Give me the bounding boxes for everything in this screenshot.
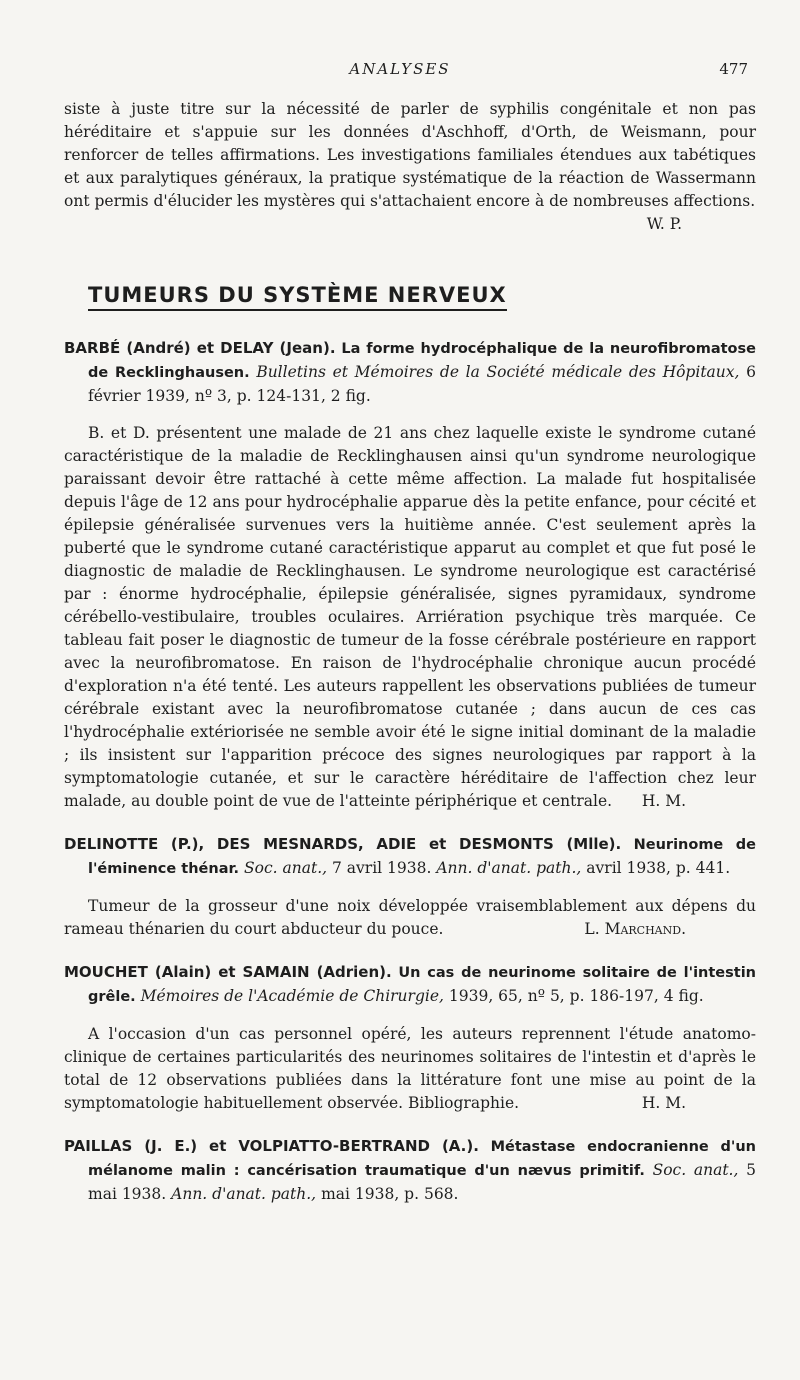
entry-details-2: mai 1938, p. 568. xyxy=(321,1185,459,1203)
entry-source: Soc. anat., xyxy=(652,1161,739,1179)
review-entry xyxy=(64,337,756,813)
entry-details: 5 mai 1938. xyxy=(88,1161,756,1203)
entry-abstract xyxy=(64,422,756,813)
abstract-text: B. et D. présentent une malade de 21 ans chez laquelle existe le syndrome cutané caractéristique de la maladie de Recklinghausen ainsi qu'un syndrome neurologique paraissant devoir être rattaché à cette même affection. La malade fut hospitalisée depuis l'âge de 12 ans pour hydrocéphalie apparue dès la petite enfance, pour cécité et épilepsie généralisée survenues vers la huitième année. C'est seulement après la puberté que le syndrome cutané caractéristique apparut au complet et que fut posé le diagnostic de maladie de Recklinghausen. Le syndrome neurologique est caractérisé par : énorme hydrocéphalie, épilepsie généralisée, signes pyramidaux, syndrome cérébello-vestibulaire, troubles oculaires. Arriération psychique très marquée. Ce tableau fait poser le diagnostic de tumeur de la fosse cérébrale postérieure en rapport avec la neurofibromatose. En raison de l'hydrocéphalie chronique aucun procédé d'exploration n'a été tenté. Les auteurs rappellent les observations publiées de tumeur cérébrale existant avec la neurofibromatose cutanée ; dans aucun de ces cas l'hydrocéphalie extériorisée ne semble avoir été le signe initial dominant de la maladie ; ils insistent sur l'apparition précoce des signes neurologiques par rapport à la symptomatologie cutanée, et sur le caractère héréditaire de l'affection chez leur malade, au double point de vue de l'atteinte périphérique et centrale. xyxy=(64,424,756,810)
entry-title: Neurinome de l'éminence thénar. xyxy=(88,837,756,877)
entry-abstract xyxy=(64,895,756,941)
entry-source: Soc. anat., xyxy=(244,859,328,877)
entry-details: 7 avril 1938. xyxy=(332,859,432,877)
continuation-signature: W. P. xyxy=(646,215,682,233)
citation xyxy=(64,833,756,881)
entry-details: 1939, 65, nº 5, p. 186-197, 4 fig. xyxy=(448,987,704,1005)
running-head: ANALYSES xyxy=(349,60,451,78)
entry-title: La forme hydrocéphalique de la neurofibromatose de Recklinghausen. xyxy=(88,341,756,381)
entry-authors: PAILLAS (J. E.) et VOLPIATTO-BERTRAND (A.). xyxy=(64,1137,479,1155)
review-entry xyxy=(64,961,756,1115)
entry-title: Un cas de neurinome solitaire de l'intestin grêle. xyxy=(88,965,756,1005)
continuation-paragraph: siste à juste titre sur la nécessité de parler de syphilis congénitale et non pas héréditaire et s'appuie sur les données d'Aschhoff, d'Orth, de Weismann, pour renforcer de telles affirmations. Les investigations familiales étendues aux tabétiques et aux paralytiques généraux, la pratique systématique de la réaction de Wassermann ont permis d'élucider les mystères qui s'attachaient encore à de nombreuses affections. xyxy=(64,100,756,210)
entry-source: Bulletins et Mémoires de la Société médicale des Hôpitaux, xyxy=(256,363,740,381)
entry-details: 6 février 1939, nº 3, p. 124-131, 2 fig. xyxy=(88,363,756,405)
entry-signature: H. M. xyxy=(641,1094,686,1112)
entry-authors: DELINOTTE (P.), DES MESNARDS, ADIE et DESMONTS (Mlle). xyxy=(64,835,622,853)
abstract-text: A l'occasion d'un cas personnel opéré, les auteurs reprennent l'étude anatomo-clinique de certaines particularités des neurinomes solitaires de l'intestin et d'après le total de 12 observations publiées dans la littérature font une mise au point de la symptomatologie habituellement observée. Bibliographie. xyxy=(64,1025,756,1112)
citation xyxy=(64,961,756,1009)
citation xyxy=(64,337,756,408)
review-entry xyxy=(64,833,756,941)
entry-source-2: Ann. d'anat. path., xyxy=(171,1185,317,1203)
section-title: TUMEURS DU SYSTÈME NERVEUX xyxy=(88,284,507,311)
entry-authors: MOUCHET (Alain) et SAMAIN (Adrien). xyxy=(64,963,392,981)
text-column xyxy=(64,98,756,1206)
review-entry xyxy=(64,1135,756,1206)
entry-signature: L. Marchand. xyxy=(584,920,686,938)
entry-details-2: avril 1938, p. 441. xyxy=(586,859,731,877)
entry-source-2: Ann. d'anat. path., xyxy=(436,859,582,877)
page-number: 477 xyxy=(719,60,748,78)
abstract-text: Tumeur de la grosseur d'une noix développée vraisemblablement aux dépens du rameau thénarien du court abducteur du pouce. xyxy=(64,897,756,938)
entry-authors: BARBÉ (André) et DELAY (Jean). xyxy=(64,339,336,357)
page-header xyxy=(0,60,800,84)
entry-source: Mémoires de l'Académie de Chirurgie, xyxy=(140,987,444,1005)
citation xyxy=(64,1135,756,1206)
entry-signature: H. M. xyxy=(641,792,686,810)
entry-abstract xyxy=(64,1023,756,1115)
entry-title: Métastase endocranienne d'un mélanome malin : cancérisation traumatique d'un nævus primitif. xyxy=(88,1139,756,1179)
